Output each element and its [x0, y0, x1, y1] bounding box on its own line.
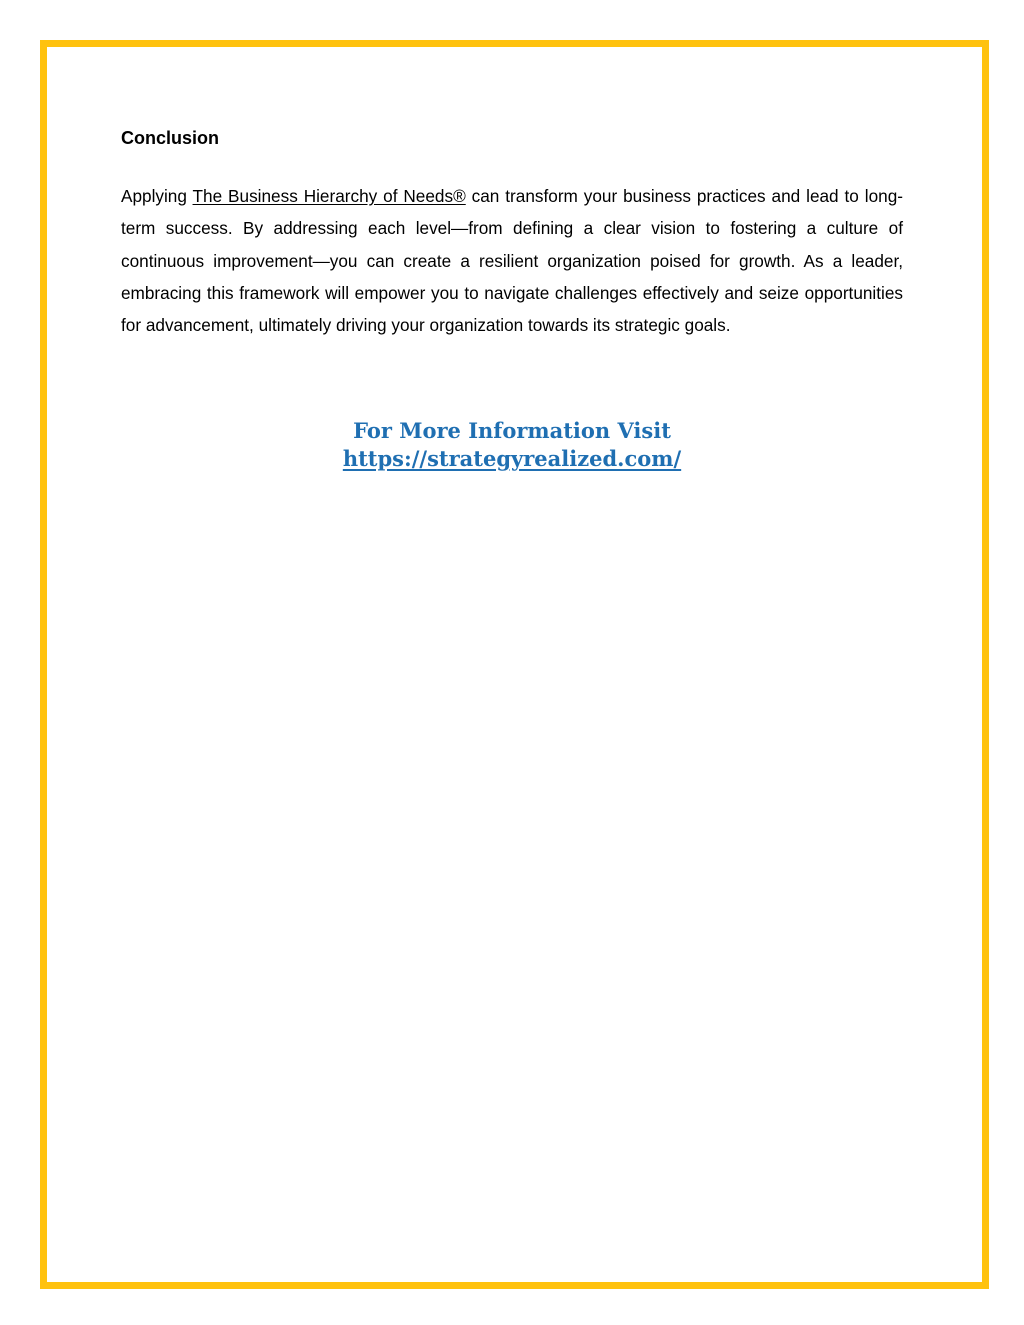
paragraph-body-text: can transform your business practices and lead to long-term success. By addressing each level—from defining a clear vision to fostering a culture of continuous improvement—you can create a resilient organization poised for growth. As a leader, embracing this framework will empower you to navigate challenges effectively and seize opportunities for advancement, ultimately driving your organization towards its strategic goals.: [121, 186, 903, 336]
more-info-block: [0, 417, 1024, 473]
section-heading: Conclusion: [121, 128, 219, 148]
website-link[interactable]: https://strategyrealized.com/: [342, 446, 682, 471]
conclusion-paragraph: [121, 180, 903, 341]
more-info-label: For More Information Visit: [353, 418, 671, 443]
business-hierarchy-link[interactable]: The Business Hierarchy of Needs®: [192, 186, 466, 206]
paragraph-lead-text: Applying: [121, 186, 193, 206]
